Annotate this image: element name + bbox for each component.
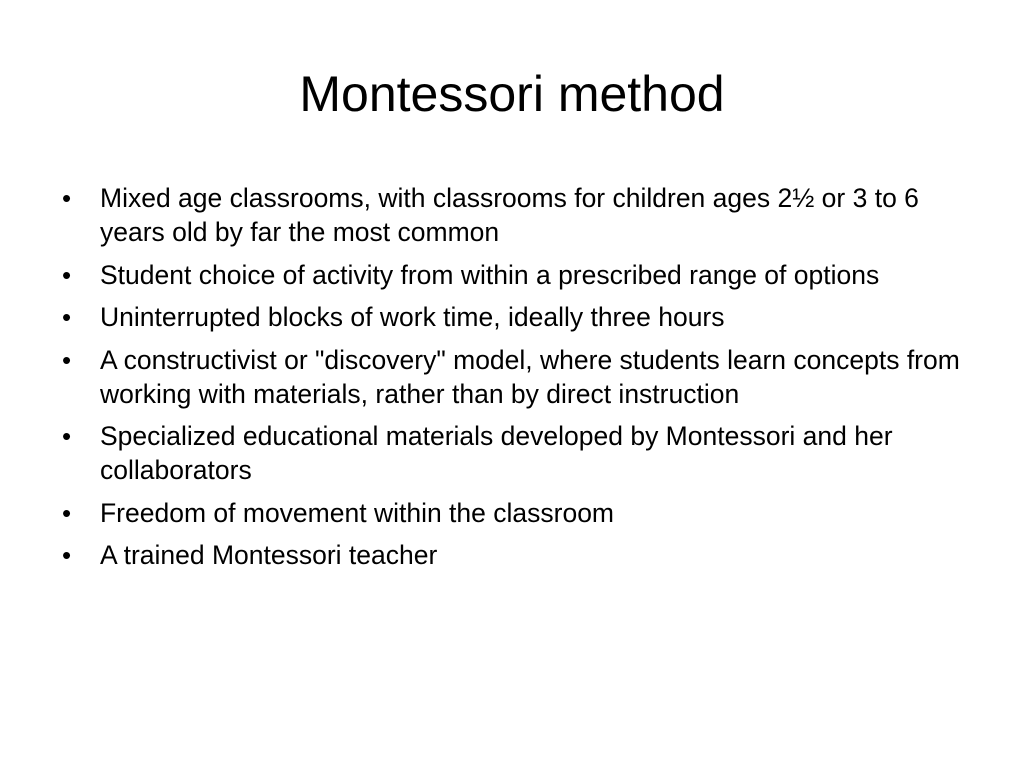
- bullet-dot-icon: •: [62, 259, 72, 290]
- slide-title: Montessori method: [299, 66, 725, 122]
- bullet-dot-icon: •: [62, 497, 72, 528]
- bullet-item-student-choice: [62, 258, 972, 292]
- bullet-list: [62, 181, 972, 581]
- bullet-text: Student choice of activity from within a prescribed range of options: [100, 259, 880, 290]
- bullet-text: A constructivist or "discovery" model, where students learn concepts from working with materials, rather than by direct instruction: [100, 344, 960, 409]
- bullet-dot-icon: •: [62, 344, 72, 375]
- bullet-text: Uninterrupted blocks of work time, ideally three hours: [100, 302, 725, 332]
- bullet-item-work-time: [62, 300, 972, 334]
- bullet-text: Freedom of movement within the classroom: [100, 497, 615, 528]
- bullet-item-freedom: [62, 496, 972, 530]
- bullet-item-materials: [62, 419, 972, 487]
- bullet-item-constructivist: [62, 343, 972, 411]
- bullet-item-mixed-age: [62, 181, 972, 249]
- bullet-dot-icon: •: [62, 183, 72, 213]
- bullet-text: Mixed age classrooms, with classrooms for children ages 2½ or 3 to 6 years old by far the most common: [100, 183, 919, 247]
- bullet-dot-icon: •: [62, 302, 72, 332]
- bullet-dot-icon: •: [62, 540, 72, 570]
- bullet-dot-icon: •: [62, 421, 72, 451]
- bullet-item-teacher: [62, 538, 972, 572]
- bullet-text: Specialized educational materials developed by Montessori and her collaborators: [100, 421, 893, 485]
- bullet-text: A trained Montessori teacher: [100, 540, 438, 570]
